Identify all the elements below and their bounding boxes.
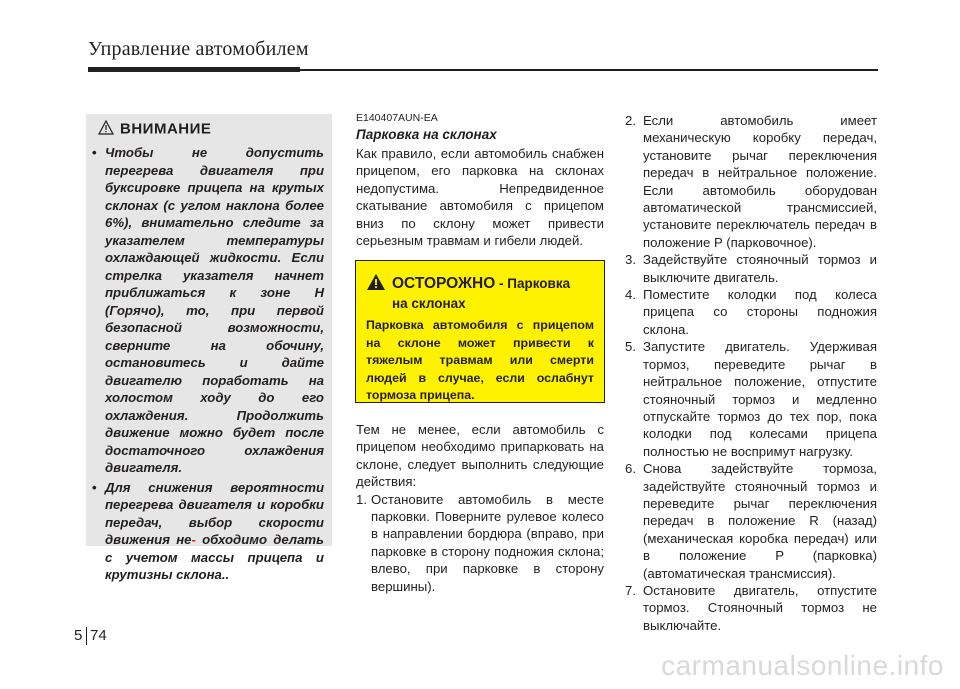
- step-number: 5.: [625, 339, 636, 355]
- step-text: Если автомобиль имеет механическую коробку передач, установите рычаг переключения передач в нейтральное положение. Если автомобиль оборудован автоматической трансмиссией, установите переключатель передач в положение P (парковочное).: [643, 113, 877, 250]
- caution-title: ВНИМАНИЕ: [120, 120, 212, 138]
- section-column: [356, 112, 604, 249]
- section-after-warning: Тем не менее, если автомобиль с прицепом необходимо припарковать на склоне, следует выполнить следующие действия:: [356, 422, 604, 490]
- caution-item-2: [92, 479, 324, 584]
- step-number: 6.: [625, 461, 636, 477]
- step-item: [625, 251, 877, 286]
- warning-box: [355, 260, 605, 403]
- footer-divider: [86, 627, 87, 645]
- caution-heading: [98, 120, 211, 139]
- warning-title: ОСТОРОЖНО: [392, 275, 496, 292]
- step-text: Остановите автомобиль в месте парковки. Поверните рулевое колесо в направлении бордюра (вправо, при парковке в сторону подножия склона; влево, при парковке в сторону вершины).: [371, 491, 604, 594]
- step-text: Поместите колодки под колеса прицепа со стороны подножия склона.: [643, 287, 877, 337]
- step-item: [625, 286, 877, 338]
- step-item: [625, 582, 877, 634]
- warning-text: Парковка автомобиля с прицепом на склоне может привести к тяжелым травмам или смерти людей в случае, если ослабнут тормоза прицепа.: [366, 318, 594, 403]
- caution-item-1: • Чтобы не допустить перегрева двигателя при буксировке прицепа на крутых склонах (с углом наклона более 6%), внимательно следите за указателем температуры охлаждающей жидкости. Если стрелка указателя начнет приближаться к зоне H (Горячо), то, при первой безопасной возможности, сверните на обочину, остановитесь и дайте двигателю поработать на холостом ходу до его охлаждения. Продолжить движение можно будет после достаточного охлаждения двигателя.: [92, 144, 324, 477]
- step-text: Задействуйте стояночный тормоз и выключите двигатель.: [643, 252, 877, 285]
- step-number: 2.: [625, 113, 636, 128]
- step-item: [625, 460, 877, 582]
- step-text: Запустите двигатель. Удерживая тормоз, переведите рычаг в нейтральное положение, отпустите стояночный тормоз и медленно отпускайте тормоз до тех пор, пока колодки под колесами прицепа полностью не воспримут нагрузку.: [643, 339, 877, 459]
- warning-heading: [366, 273, 570, 313]
- warning-title-suffix: - Парковка: [495, 276, 571, 291]
- page-header-title: Управление автомобилем: [88, 38, 309, 60]
- step-item: [625, 112, 877, 251]
- caution-triangle-icon: [98, 120, 116, 139]
- warning-title-line2: на склонах: [392, 296, 466, 311]
- footer-chapter-number: 5: [74, 627, 83, 644]
- warning-triangle-icon: [366, 273, 386, 295]
- step-text: Снова задействуйте тормоза, задействуйте стояночный тормоз и переведите рычаг переключения передач в положение R (назад) (механическая коробка передач) или в положение P (парковка) (автоматическая трансмиссия).: [643, 461, 877, 581]
- steps-list-left: [356, 491, 604, 595]
- step-item: [356, 491, 604, 595]
- section-column-lower: [356, 421, 604, 595]
- section-intro: Как правило, если автомобиль снабжен прицепом, его парковка на склонах недопустима. Непредвиденное скатывание автомобиля с прицепом вниз по склону может привести серьезным травмам и гибели людей.: [356, 146, 604, 249]
- step-number: 1.: [356, 491, 367, 507]
- header-rule-thin: [300, 69, 878, 71]
- caution-body: [92, 144, 324, 586]
- caution-item-2-text-b: обходимо делать с учетом массы прицепа и крутизны склона..: [105, 532, 324, 582]
- watermark-text: carmanualsonline.info: [661, 650, 944, 681]
- caution-item-2-text-a: Для снижения вероятности перегрева двигателя и коробки передач, выбор скорости движения не: [105, 479, 324, 547]
- footer-page-number: 74: [90, 627, 107, 644]
- step-number: 3.: [625, 252, 636, 268]
- section-code: E140407AUN-EA: [356, 112, 438, 124]
- step-text: Остановите двигатель, отпустите тормоз. Стояночный тормоз не выключайте.: [643, 582, 877, 633]
- steps-column-right: [625, 112, 877, 634]
- caution-item-2-hyphen: -: [191, 532, 196, 547]
- header-rule-thick: [88, 67, 300, 72]
- step-item: [625, 338, 877, 460]
- step-number: 7.: [625, 582, 636, 598]
- section-heading: Парковка на склонах: [356, 127, 497, 142]
- step-number: 4.: [625, 287, 636, 303]
